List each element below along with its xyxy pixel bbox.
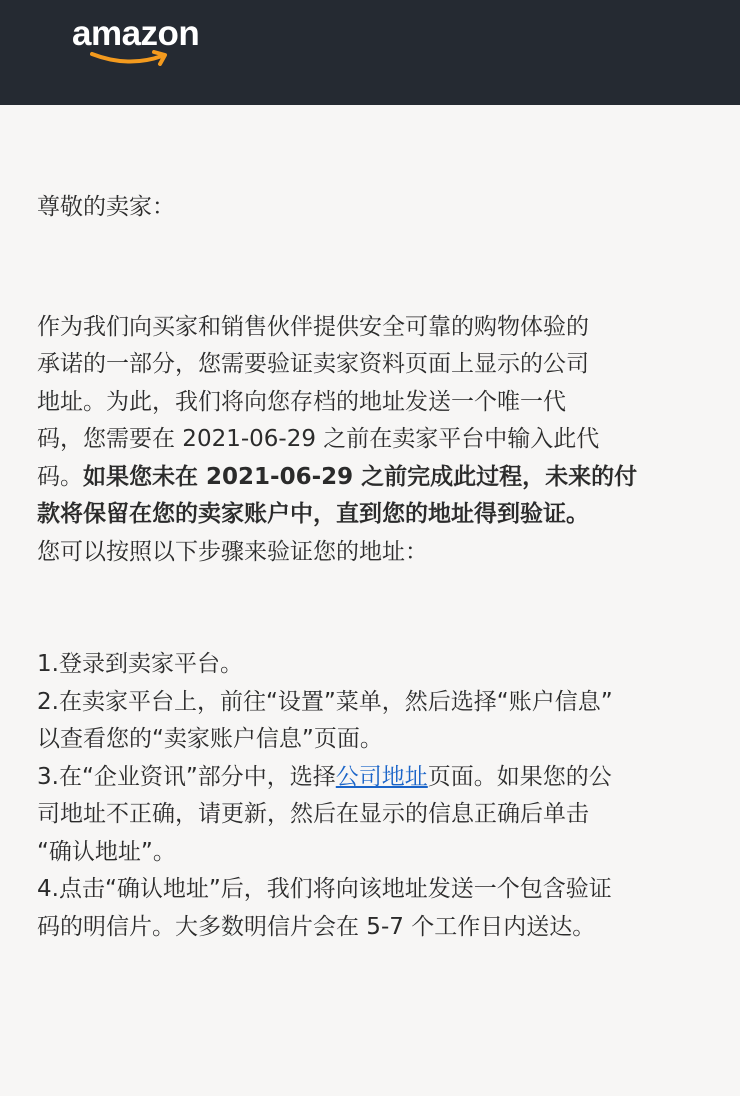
step-3: “确认地址”。	[37, 838, 176, 865]
intro-line	[37, 459, 722, 497]
amazon-logo[interactable]	[72, 14, 212, 74]
step-3: 司地址不正确，请更新，然后在显示的信息正确后单击	[37, 801, 589, 827]
intro-line: 作为我们向买家和销售伙伴提供安全可靠的购物体验的	[37, 313, 589, 340]
intro-line: 您可以按照以下步骤来验证您的地址：	[37, 538, 428, 565]
step-4: 码的明信片。大多数明信片会在 5-7 个工作日内送达。	[37, 913, 596, 940]
intro-line: 地址。为此，我们将向您存档的地址发送一个唯一代	[37, 388, 566, 415]
deadline-warning: 款将保留在您的卖家账户中，直到您的地址得到验证。	[37, 501, 589, 527]
greeting: 尊敬的卖家：	[37, 194, 175, 220]
steps-list	[37, 646, 722, 946]
step-2: 2.在卖家平台上，前往“设置”菜单，然后选择“账户信息”	[37, 688, 613, 715]
smile-arrow-icon	[90, 50, 170, 66]
email-header	[0, 0, 740, 105]
intro-paragraph	[37, 309, 722, 572]
company-address-link[interactable]: 公司地址	[335, 763, 428, 790]
intro-line: 承诺的一部分，您需要验证卖家资料页面上显示的公司	[37, 351, 589, 377]
intro-text: 码。	[37, 463, 83, 490]
email-body	[0, 189, 740, 946]
intro-line: 码，您需要在 2021-06-29 之前在卖家平台中输入此代	[37, 426, 600, 452]
step-3	[37, 759, 722, 797]
step-3-text: 3.在“企业资讯”部分中，选择	[37, 763, 336, 790]
deadline-warning: 如果您未在 2021-06-29 之前完成此过程，未来的付	[83, 463, 638, 490]
step-2: 以查看您的“卖家账户信息”页面。	[37, 726, 383, 752]
step-3-text: 页面。如果您的公	[427, 763, 612, 790]
logo-wordmark: amazon	[72, 14, 200, 53]
step-4: 4.点击“确认地址”后，我们将向该地址发送一个包含验证	[37, 876, 612, 902]
step-1: 1.登录到卖家平台。	[37, 651, 243, 677]
